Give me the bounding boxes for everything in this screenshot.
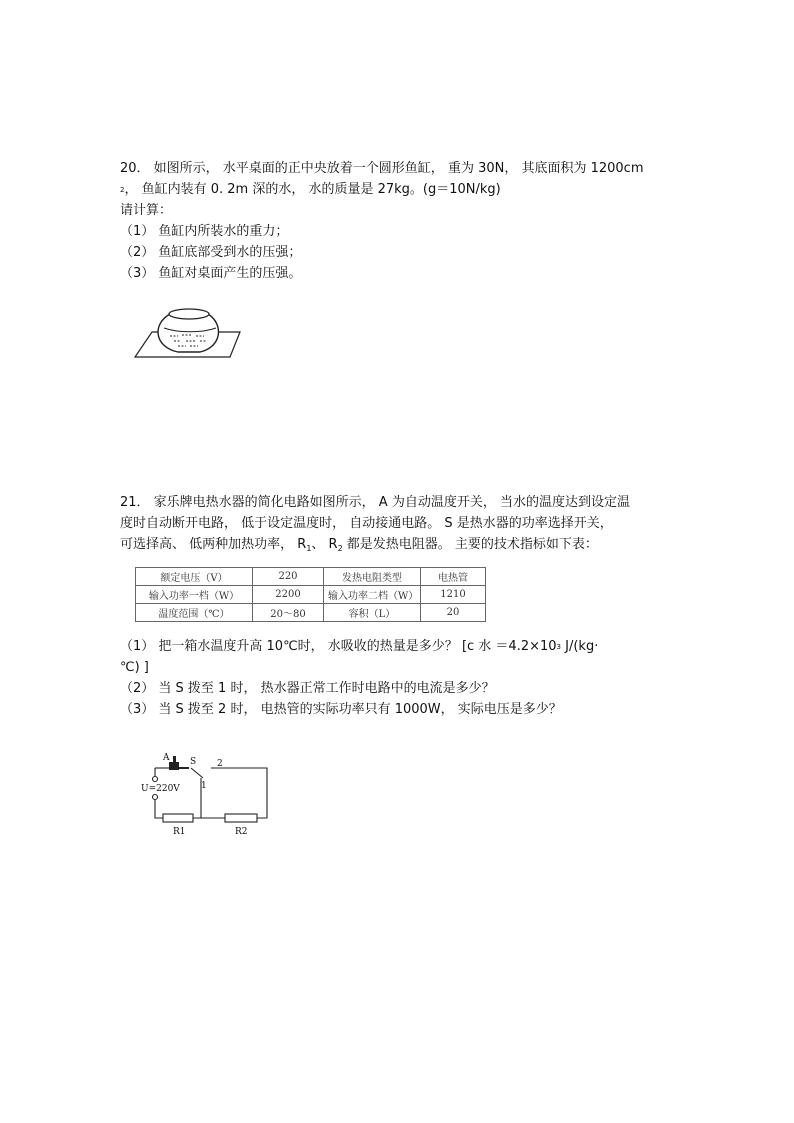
table-row xyxy=(136,604,486,622)
wire-right xyxy=(211,768,267,818)
q20-item-1: （1） 鱼缸内所装水的重力； xyxy=(120,224,289,239)
q20-prompt: 请计算： xyxy=(120,203,173,218)
fish-tank-body xyxy=(158,314,218,352)
terminal-bottom xyxy=(153,795,158,800)
q21-line1: 21． 家乐牌电热水器的简化电路如图所示， A 为自动温度开关， 当水的温度达到设定温 xyxy=(120,495,630,510)
label-a: A xyxy=(163,753,170,763)
table-cell: 20 xyxy=(421,604,486,622)
q20-item-3: （3） 鱼缸对桌面产生的压强。 xyxy=(120,266,302,281)
superscript-2: 2 xyxy=(120,186,125,194)
table-cell: 额定电压（V） xyxy=(136,568,253,586)
q21-sub3: （3） 当 S 拨至 2 时， 电热管的实际功率只有 1000W， 实际电压是多少？ xyxy=(120,702,562,717)
table-cell: 输入功率二档（W） xyxy=(324,586,421,604)
table-cell: 发热电阻类型 xyxy=(324,568,421,586)
table-cell: 1210 xyxy=(421,586,486,604)
table-cell: 220 xyxy=(253,568,324,586)
specs-table xyxy=(135,567,486,622)
q20-line2 xyxy=(120,181,501,199)
q20-item-2: （2） 鱼缸底部受到水的压强； xyxy=(120,245,302,260)
label-s: S xyxy=(190,757,197,767)
label-1: 1 xyxy=(201,781,207,791)
fish-tank-figure xyxy=(130,302,245,362)
terminal-top xyxy=(153,777,158,782)
q20-line1: 20． 如图所示， 水平桌面的正中央放着一个圆形鱼缸， 重为 30N， 其底面积为 1200cm xyxy=(120,161,644,176)
label-2: 2 xyxy=(217,759,223,769)
table-cell: 温度范围（℃） xyxy=(136,604,253,622)
circuit-diagram xyxy=(135,748,285,840)
wire-left-bottom xyxy=(155,800,163,818)
label-r2: R2 xyxy=(235,827,248,837)
table-row xyxy=(136,568,486,586)
q21-sub2: （2） 当 S 拨至 1 时， 热水器正常工作时电路中的电流是多少？ xyxy=(120,681,495,696)
table-cell: 输入功率一档（W） xyxy=(136,586,253,604)
fish-tank-rim xyxy=(169,309,209,319)
label-r1: R1 xyxy=(173,827,186,837)
q21-line3: 可选择高、 低两种加热功率， $R_1$、 $R_2$ 都是发热电阻器。 主要的技术指标如下表： xyxy=(120,537,598,553)
resistor-r2 xyxy=(225,814,257,822)
switch-a-icon xyxy=(169,756,189,770)
label-voltage: U=220V xyxy=(141,784,180,794)
q21-sub1: （1） 把一箱水温度升高 10℃时， 水吸收的热量是多少？ [c 水 $=4.2\times 10^3$ J/(kg· xyxy=(120,639,599,654)
q20-line2-text: ， 鱼缸内装有 0. 2m 深的水， 水的质量是 27kg。(g＝10N/kg) xyxy=(124,182,501,197)
q21-sub1-cont: ℃) ] xyxy=(120,660,149,675)
resistor-r1 xyxy=(163,814,193,822)
table-row xyxy=(136,586,486,604)
table-cell: 容积（L） xyxy=(324,604,421,622)
table-cell: 20～80 xyxy=(253,604,324,622)
switch-s-blade xyxy=(191,768,203,778)
table-cell: 2200 xyxy=(253,586,324,604)
table-cell: 电热管 xyxy=(421,568,486,586)
q21-line2: 度时自动断开电路， 低于设定温度时， 自动接通电路。 S 是热水器的功率选择开关， xyxy=(120,516,613,531)
